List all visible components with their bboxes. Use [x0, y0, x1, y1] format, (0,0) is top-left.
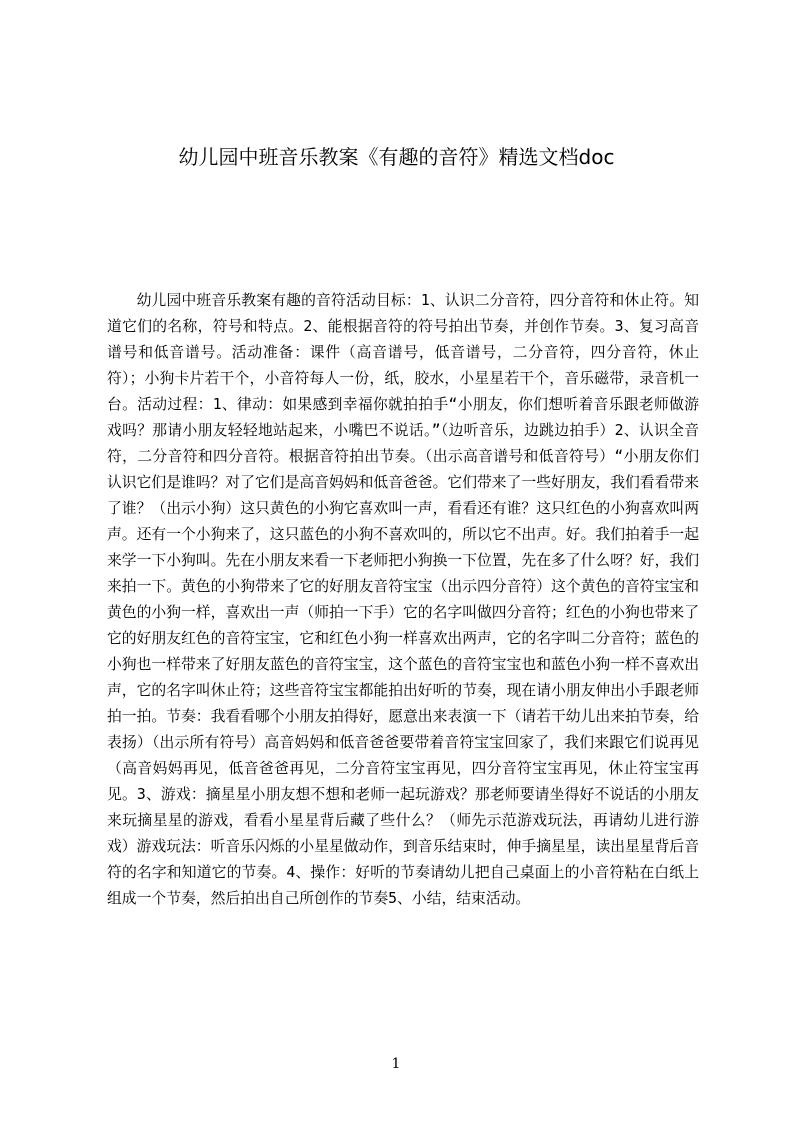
document-title: 幼儿园中班音乐教案《有趣的音符》精选文档doc	[178, 145, 615, 169]
page-number: 1	[391, 1056, 401, 1072]
document-body: 幼儿园中班音乐教案有趣的音符活动目标：1、认识二分音符，四分音符和休止符。知道它们的名称，符号和特点。2、能根据音符的符号拍出节奏，并创作节奏。3、复习高音谱号和低音谱号。活动准备：课件（高音谱号，低音谱号，二分音符，四分音符，休止符）；小狗卡片若干个，小音符每人一份，纸，胶水，小星星若干个，音乐磁带，录音机一台。活动过程：1、律动：如果感到幸福你就拍拍手“小朋友，你们想听着音乐跟老师做游戏吗？那请小朋友轻轻地站起来，小嘴巴不说话。”（边听音乐，边跳边拍手）2、认识全音符，二分音符和四分音符。根据音符拍出节奏。（出示高音谱号和低音符号）“小朋友你们认识它们是谁吗？对了它们是高音妈妈和低音爸爸。它们带来了一些好朋友，我们看看带来了谁？（出示小狗）这只黄色的小狗它喜欢叫一声，看看还有谁？这只红色的小狗喜欢叫两声。还有一个小狗来了，这只蓝色的小狗不喜欢叫的，所以它不出声。好。我们拍着手一起来学一下小狗叫。先在小朋友来看一下老师把小狗换一下位置，先在多了什么呀？好，我们来拍一下。黄色的小狗带来了它的好朋友音符宝宝（出示四分音符）这个黄色的音符宝宝和黄色的小狗一样，喜欢出一声（师拍一下手）它的名字叫做四分音符；红色的小狗也带来了它的好朋友红色的音符宝宝，它和红色小狗一样喜欢出两声，它的名字叫二分音符；蓝色的小狗也一样带来了好朋友蓝色的音符宝宝，这个蓝色的音符宝宝也和蓝色小狗一样不喜欢出声，它的名字叫休止符；这些音符宝宝都能拍出好听的节奏，现在请小朋友伸出小手跟老师拍一拍。节奏：我看看哪个小朋友拍得好，愿意出来表演一下（请若干幼儿出来拍节奏，给表扬）（出示所有符号）高音妈妈和低音爸爸要带着音符宝宝回家了，我们来跟它们说再见（高音妈妈再见，低音爸爸再见，二分音符宝宝再见，四分音符宝宝再见，休止符宝宝再见。3、游戏：摘星星小朋友想不想和老师一起玩游戏？那老师要请坐得好不说话的小朋友来玩摘星星的游戏，看看小星星背后藏了些什么？（师先示范游戏玩法，再请幼儿进行游戏）游戏玩法：听音乐闪烁的小星星做动作，到音乐结束时，伸手摘星星，读出星星背后音符的名字和知道它的节奏。4、操作：好听的节奏请幼儿把自己桌面上的小音符粘在白纸上组成一个节奏，然后拍出自己所创作的节奏5、小结，结束活动。	[107, 292, 699, 907]
